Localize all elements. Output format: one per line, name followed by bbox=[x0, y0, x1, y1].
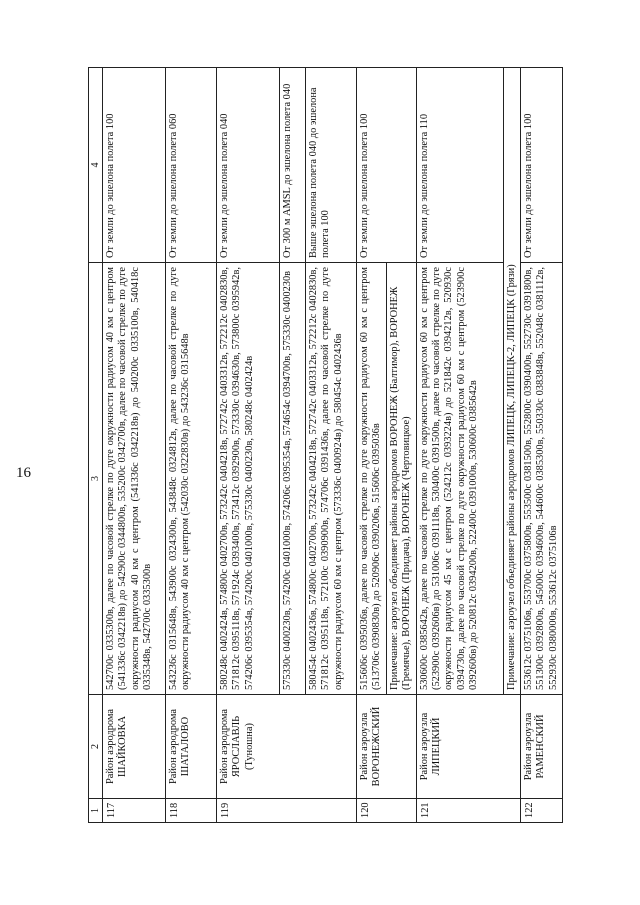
column-header: 4 bbox=[89, 68, 103, 263]
page-number: 16 bbox=[16, 465, 31, 481]
row-number: 122 bbox=[521, 799, 563, 823]
zone-limits: От земли до эшелона полета 100 bbox=[103, 68, 166, 263]
row-number: 117 bbox=[103, 799, 166, 823]
zone-name: Район аэроузла ВОРОНЕЖСКИЙ bbox=[357, 695, 417, 799]
zone-coordinates: 580454с 0402436в, 574800с 0402700в, 573242с 0404218в, 572742с 0403312в, 572212с 0402830в, 571812с 0395118в, 572100с 0390900в, 574706с 0391436в, далее по часовой стрелке по дуге окружности радиусом 60 км с центром (573336с 0400924в) до 580454с 0402436в bbox=[306, 263, 357, 695]
zone-limits: От земли до эшелона полета 060 bbox=[166, 68, 217, 263]
zone-coordinates: 575330с 0400230в, 574200с 0401000в, 574206с 0395354в, 574654с 0394700в, 575330с 0400230в bbox=[280, 263, 306, 695]
zone-name: Район аэродрома ШАТАЛОВО bbox=[166, 695, 217, 799]
zone-limits: От земли до эшелона полета 040 bbox=[217, 68, 280, 263]
table-sheet bbox=[88, 68, 633, 823]
column-header: 1 bbox=[89, 799, 103, 823]
zone-limits: От земли до эшелона полета 100 bbox=[521, 68, 563, 263]
zone-limits: От земли до эшелона полета 110 bbox=[416, 68, 503, 263]
table-row bbox=[166, 68, 217, 823]
zone-coordinates: 553612с 0375106в, 553700с 0375800в, 553500с 0381500в, 552800с 0390400в, 552730с 0391800в, 551300с 0392800в, 545000с 0394600в, 544600с 0385300в, 550330с 0383848в, 552048с 0381112в, 552930с 0380000в, 553612с 0375106в bbox=[521, 263, 563, 695]
table-row bbox=[103, 68, 166, 823]
zone-name: Район аэродрома ШАЙКОВКА bbox=[103, 695, 166, 799]
rotated-table-area bbox=[88, 68, 633, 823]
row-number: 121 bbox=[416, 799, 520, 823]
zone-note: Примечание: аэроузел объединяет районы аэродромов ЛИПЕЦК, ЛИПЕЦК-2, ЛИПЕЦК (Грязи) bbox=[503, 68, 520, 695]
zone-coordinates: 530600с 0385642в, далее по часовой стрелке по дуге окружности радиусом 60 км с центром (523900с 0392606в) до 531006с 0391118в, 530400с 0391500в, далее по часовой стрелке по дуге окружности радиусом 45 км с центром (524212с 0393224в) до 521842с 0394212в, 520930с 0394730в, далее по часовой стрелке по дуге окружности радиусом 60 км с центром (523900с 0392606в) до 520812с 0394200в, 522400с 0391000в, 530600с 0385642в bbox=[416, 263, 503, 695]
table-row bbox=[357, 68, 387, 823]
table-row bbox=[521, 68, 563, 823]
table-row bbox=[217, 68, 280, 823]
zone-coordinates: 580248с 0402424в, 574800с 0402700в, 573242с 0404218в, 572742с 0403312в, 572212с 0402830в, 571812с 0395118в, 571924с 0393400в, 573412с 0392900в, 573330с 0394630в, 573800с 0395942в, 574206с 0395354в, 574200с 0401000в, 575330с 0400230в, 580248с 0402424в bbox=[217, 263, 280, 695]
zone-limits: От земли до эшелона полета 100 bbox=[357, 68, 417, 263]
zone-coordinates: 542700с 0335300в, далее по часовой стрелке по дуге окружности радиусом 40 км с центром (541336с 0342218в) до 542900с 0344800в, 535200с 0342700в, далее по часовой стрелке по дуге окружности радиусом 40 км с центром (541336с 0342218в) до 540200с 0335100в, 540418с 0335348в, 542700с 0335300в bbox=[103, 263, 166, 695]
airspace-table bbox=[88, 67, 563, 823]
table-row bbox=[416, 68, 503, 823]
zone-coordinates: 515606с 0395036в, далее по часовой стрелке по дуге окружности радиусом 60 км с центром (513706с 0390830в) до 520906с 0390206в, 515606с 0395036в bbox=[357, 263, 387, 695]
row-number: 119 bbox=[217, 799, 357, 823]
zone-name: Район аэродрома ЯРОСЛАВЛЬ (Туношна) bbox=[217, 695, 357, 799]
zone-limits: От 300 м AMSL до эшелона полета 040 bbox=[280, 68, 306, 263]
zone-limits: Выше эшелона полета 040 до эшелона полета 100 bbox=[306, 68, 357, 263]
zone-note: Примечание: аэроузел объединяет районы аэродромов ВОРОНЕЖ (Балтимор), ВОРОНЕЖ (Гремячье), ВОРОНЕЖ (Придача), ВОРОНЕЖ (Чертовицкое) bbox=[386, 263, 416, 695]
zone-name: Район аэроузла РАМЕНСКИЙ bbox=[521, 695, 563, 799]
row-number: 118 bbox=[166, 799, 217, 823]
header-row bbox=[89, 68, 103, 823]
row-number: 120 bbox=[357, 799, 417, 823]
zone-coordinates: 543236с 0315648в, 543900с 0324300в, 543848с 0324812в, далее по часовой стрелке по дуге окружности радиусом 40 км с центром (542030с 0322830в) до 543236с 0315648в bbox=[166, 263, 217, 695]
zone-name: Район аэроузла ЛИПЕЦКИЙ bbox=[416, 695, 520, 799]
column-header: 2 bbox=[89, 695, 103, 799]
column-header: 3 bbox=[89, 263, 103, 695]
